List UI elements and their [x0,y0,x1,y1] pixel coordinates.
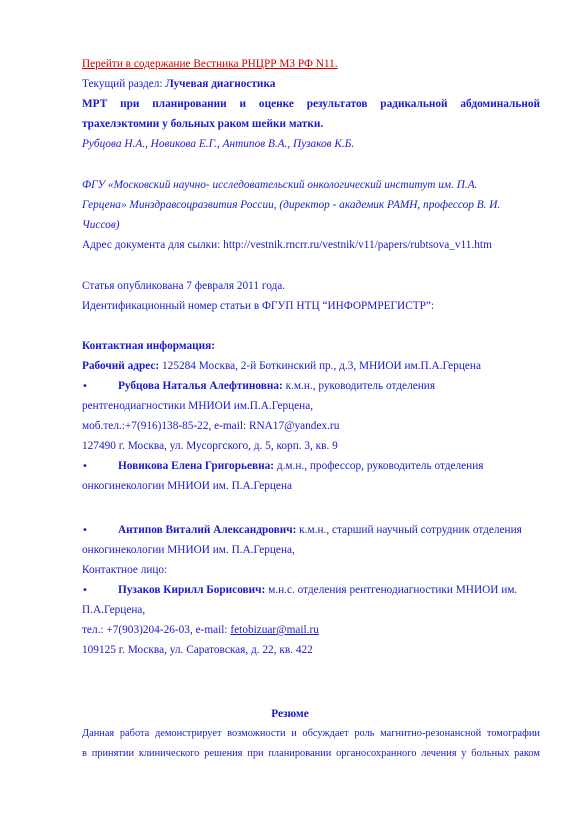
article-title-line1: МРТ при планировании и оценке результатов радикальной абдоминальной [82,98,540,110]
current-section [82,77,275,91]
affiliation-line1: ФГУ «Московский научно- исследовательский онкологический институт им. П.А. [82,179,478,191]
contact-name: Рубцова Наталья Алефтиновна: [118,380,283,392]
bullet-icon: • [82,461,88,472]
contact-name: Пузаков Кирилл Борисович: [118,584,266,596]
contact-puzakov-dept: П.А.Герцена, [82,604,146,616]
contact-antipov [118,523,522,537]
bullet-icon: • [82,381,88,392]
contact-puzakov-phone [82,623,319,637]
affiliation-line2: Герцена» Минздравсоцразвития России, (директор - академик РАМН, профессор В. И. [82,199,501,211]
contact-desc: м.н.с. отделения рентгенодиагностики МНИОИ им. [265,584,518,596]
abstract-line1: Данная работа демонстрирует возможности и обсуждает роль магнитно-резонансной томографии [82,728,540,739]
contact-antipov-dept: онкогинекологии МНИОИ им. П.А.Герцена, [82,544,295,556]
abstract-heading: Резюме [271,708,309,720]
contact-desc: д.м.н., профессор, руководитель отделения [274,460,484,472]
work-address-label: Рабочий адрес: [82,360,160,372]
contact-rubtsova-phone[interactable]: моб.тел.:+7(916)138-85-22, e-mail: RNA17@yandex.ru [82,420,340,432]
contact-desc: к.м.н., старший научный сотрудник отделения [296,524,522,536]
contents-link[interactable]: Перейти в содержание Вестника РНЦРР МЗ РФ N11. [82,58,338,70]
work-address-value: 125284 Москва, 2-й Боткинский пр., д.3, МНИОИ им.П.А.Герцена [159,360,481,372]
contact-person-label: Контактное лицо: [82,564,168,576]
document-address-link[interactable]: Адрес документа для сылки: http://vestnik.rncrr.ru/vestnik/v11/papers/rubtsova_v11.htm [82,239,492,251]
contact-rubtsova [118,379,435,393]
contacts-heading: Контактная информация: [82,340,216,352]
abstract-line2: в принятии клинического решения при планировании органосохранного лечения у больных раком [82,748,540,759]
phone-label: тел.: +7(903)204-26-03, e-mail: [82,624,231,636]
contact-name: Антипов Виталий Александрович: [118,524,297,536]
email-link[interactable]: fetobizuar@mail.ru [230,624,319,636]
contact-desc: к.м.н., руководитель отделения [282,380,436,392]
contact-novikova-dept: онкогинекологии МНИОИ им. П.А.Герцена [82,480,293,492]
affiliation-line3: Чиссов) [82,219,120,231]
contact-novikova [118,459,483,473]
contact-name: Новикова Елена Григорьевна: [118,460,274,472]
section-label: Текущий раздел: [82,78,166,90]
section-value: Лучевая диагностика [165,78,276,90]
work-address [82,359,481,373]
bullet-icon: • [82,585,88,596]
registry-id: Идентификационный номер статьи в ФГУП НТЦ “ИНФОРМРЕГИСТР”: [82,300,435,312]
publication-date: Статья опубликована 7 февраля 2011 года. [82,280,286,292]
article-authors: Рубцова Н.А., Новикова Е.Г., Антипов В.А., Пузаков К.Б. [82,138,355,150]
bullet-icon: • [82,525,88,536]
article-title-line2: трахелэктомии у больных раком шейки матки. [82,118,324,130]
contact-rubtsova-dept: рентгенодиагностики МНИОИ им.П.А.Герцена, [82,400,314,412]
contact-puzakov-address: 109125 г. Москва, ул. Саратовская, д. 22, кв. 422 [82,644,313,656]
contact-rubtsova-address: 127490 г. Москва, ул. Мусоргского, д. 5, корп. 3, кв. 9 [82,440,338,452]
contact-puzakov [118,583,517,597]
